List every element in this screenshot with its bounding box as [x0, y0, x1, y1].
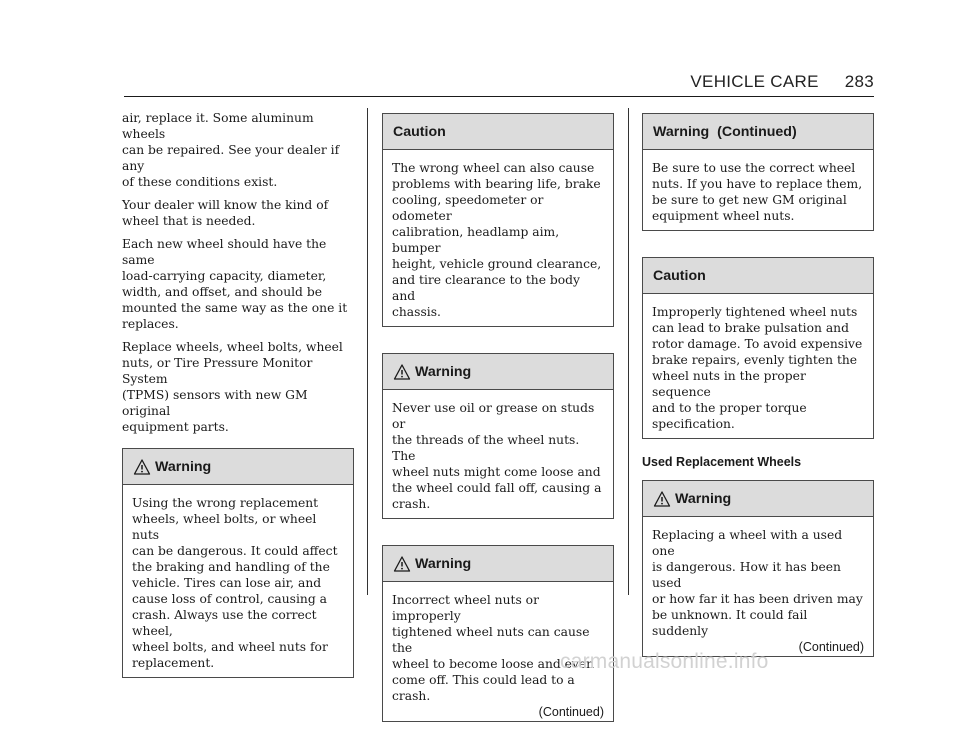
warning-body [383, 390, 613, 518]
paragraph: Replace wheels, wheel bolts, wheel nuts, or Tire Pressure Monitor System (TPMS) sensors with new GM original equipment parts. [122, 340, 343, 434]
column-left [122, 110, 354, 704]
column-divider [628, 108, 629, 595]
warning-title: Warning [415, 363, 472, 380]
warning-title: Warning [415, 555, 472, 572]
warning-text: Using the wrong replacement wheels, wheel bolts, or wheel nuts can be dangerous. It could affect the braking and handling of the vehicle. Tires can lose air, and cause loss of control, causing a crash. Always use the correct wheel, wheel bolts, and wheel nuts for replacement. [132, 496, 338, 670]
warning-header [123, 449, 353, 485]
warning-triangle-icon [393, 363, 411, 381]
page-number: 283 [844, 72, 874, 91]
warning-title: Warning (Continued) [653, 123, 797, 140]
paragraph: Your dealer will know the kind of wheel that is needed. [122, 198, 329, 228]
warning-header [643, 481, 873, 517]
paragraph: air, replace it. Some aluminum wheels can be repaired. See your dealer if any of these conditions exist. [122, 111, 340, 189]
warning-body [643, 517, 873, 656]
warning-header [383, 354, 613, 390]
paragraph: Each new wheel should have the same load-carrying capacity, diameter, width, and offset, and should be mounted the same way as the one it replaces. [122, 237, 348, 331]
column-divider [367, 108, 368, 595]
warning-body [643, 150, 873, 230]
watermark: carmanualsonline.info [560, 650, 769, 673]
caution-title: Caution [653, 267, 706, 284]
warning-triangle-icon [393, 555, 411, 573]
continued-label: (Continued) [798, 640, 864, 654]
warning-title: Warning [675, 490, 732, 507]
warning-box [642, 480, 874, 657]
warning-text: Replacing a wheel with a used one is dangerous. How it has been used or how far it has been driven may be unknown. It could fail suddenly [652, 528, 863, 638]
caution-box [642, 257, 874, 439]
warning-continued-box [642, 113, 874, 231]
warning-header [383, 546, 613, 582]
subheading: Used Replacement Wheels [642, 455, 802, 469]
continued-label: (Continued) [538, 705, 604, 719]
section-title: VEHICLE CARE [690, 72, 819, 91]
warning-box [122, 448, 354, 678]
warning-text: Never use oil or grease on studs or the threads of the wheel nuts. The wheel nuts might come loose and the wheel could fall off, causing a crash. [392, 401, 602, 511]
warning-header [643, 114, 873, 150]
warning-box [382, 545, 614, 722]
warning-triangle-icon [653, 490, 671, 508]
column-right [642, 113, 874, 683]
warning-text: Be sure to use the correct wheel nuts. If you have to replace them, be sure to get new GM original equipment wheel nuts. [652, 161, 863, 223]
caution-body [383, 150, 613, 326]
warning-text: Incorrect wheel nuts or improperly tightened wheel nuts can cause the wheel to become loose and even come off. This could lead to a crash. [392, 593, 595, 703]
warning-box [382, 353, 614, 519]
warning-body [123, 485, 353, 677]
caution-title: Caution [393, 123, 446, 140]
caution-box [382, 113, 614, 327]
caution-header [383, 114, 613, 150]
warning-title: Warning [155, 458, 212, 475]
caution-header [643, 258, 873, 294]
warning-triangle-icon [133, 458, 151, 476]
caution-text: The wrong wheel can also cause problems with bearing life, brake cooling, speedometer or odometer calibration, headlamp aim, bumper height, vehicle ground clearance, and tire clearance to the body and chassis. [392, 161, 602, 319]
caution-text: Improperly tightened wheel nuts can lead to brake pulsation and rotor damage. To avoid expensive brake repairs, evenly tighten the wheel nuts in the proper sequence and to the proper torque specification. [652, 305, 863, 431]
page-header [124, 70, 874, 97]
caution-body [643, 294, 873, 438]
